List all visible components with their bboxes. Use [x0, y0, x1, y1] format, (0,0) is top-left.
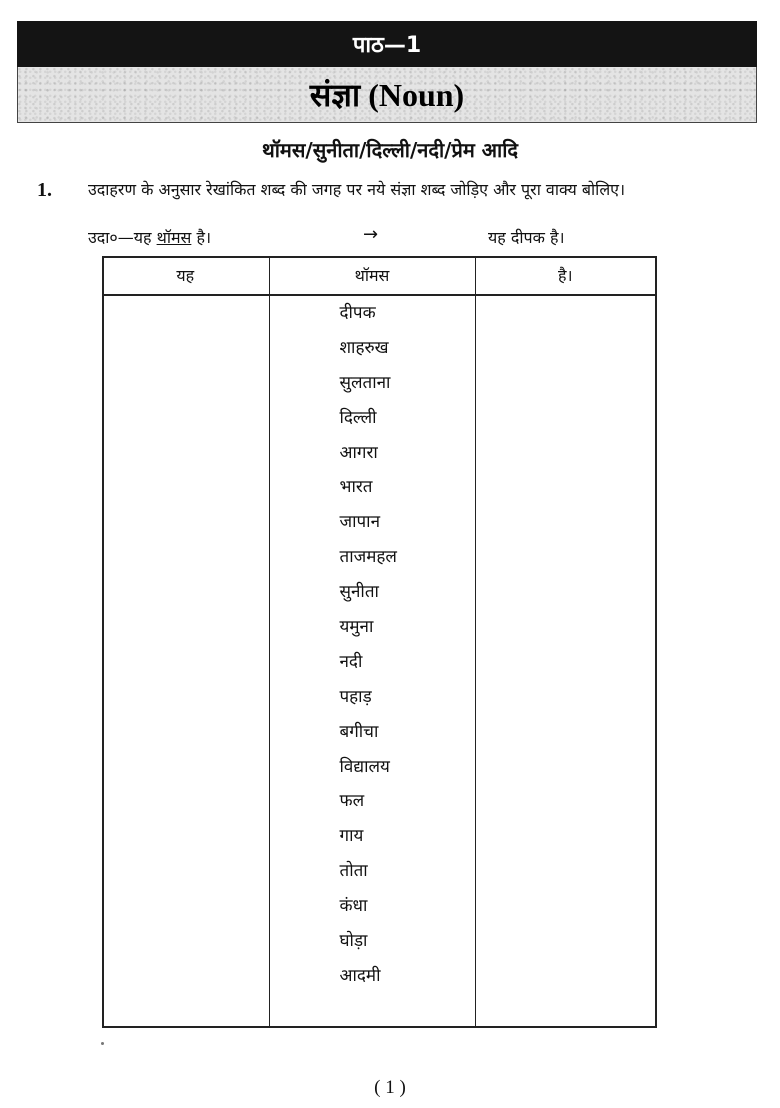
word-table	[102, 256, 655, 1026]
list-item: यमुना	[339, 617, 374, 638]
list-item: नदी	[339, 651, 363, 672]
lesson-label-bar	[17, 21, 757, 67]
example-result: यह दीपक है।	[488, 228, 565, 247]
table-body-row	[102, 295, 655, 1026]
list-item: आदमी	[339, 965, 381, 986]
noun-word-list	[270, 296, 475, 994]
list-item: जापान	[339, 512, 381, 533]
list-item: तोता	[339, 861, 368, 882]
list-item: दिल्ली	[339, 407, 377, 428]
column-hai-blank	[475, 295, 655, 1026]
header-yah: यह	[102, 256, 269, 295]
list-item: सुलताना	[339, 372, 391, 393]
scan-speck	[101, 1042, 104, 1045]
list-item: पहाड़	[339, 686, 372, 707]
column-yah-blank	[102, 295, 269, 1026]
list-item: बगीचा	[339, 721, 379, 742]
column-nouns	[269, 295, 475, 1026]
example-suffix: है।	[191, 228, 212, 247]
list-item: सुनीता	[339, 582, 379, 603]
list-item: विद्यालय	[339, 756, 390, 777]
page-number: ( 1 )	[374, 1077, 406, 1098]
table-header-row	[102, 256, 655, 295]
example-sentence	[88, 226, 211, 248]
list-item: दीपक	[339, 303, 376, 323]
list-item: ताजमहल	[339, 547, 397, 568]
arrow-icon: →	[363, 224, 379, 245]
title-band	[17, 67, 757, 123]
list-item: भारत	[339, 477, 373, 498]
question-text: उदाहरण के अनुसार रेखांकित शब्द की जगह पर नये संज्ञा शब्द जोड़िए और पूरा वाक्य बोलिए।	[88, 180, 626, 199]
header-hai: है।	[475, 256, 655, 295]
header-thomas: थॉमस	[269, 256, 475, 295]
noun-examples-line: थॉमस/सुनीता/दिल्ली/नदी/प्रेम आदि	[261, 138, 519, 162]
list-item: घोड़ा	[339, 931, 368, 952]
list-item: आगरा	[339, 442, 378, 463]
list-item: शाहरुख	[339, 337, 389, 358]
list-item: फल	[339, 791, 365, 812]
lesson-label: पाठ—1	[352, 33, 422, 58]
list-item: गाय	[339, 826, 364, 847]
question-number: 1.	[37, 179, 52, 201]
page-title: संज्ञा (Noun)	[309, 77, 465, 113]
list-item: कंधा	[339, 896, 368, 917]
example-prefix: उदा०—यह	[88, 228, 157, 247]
example-underlined-word: थॉमस	[156, 228, 192, 247]
